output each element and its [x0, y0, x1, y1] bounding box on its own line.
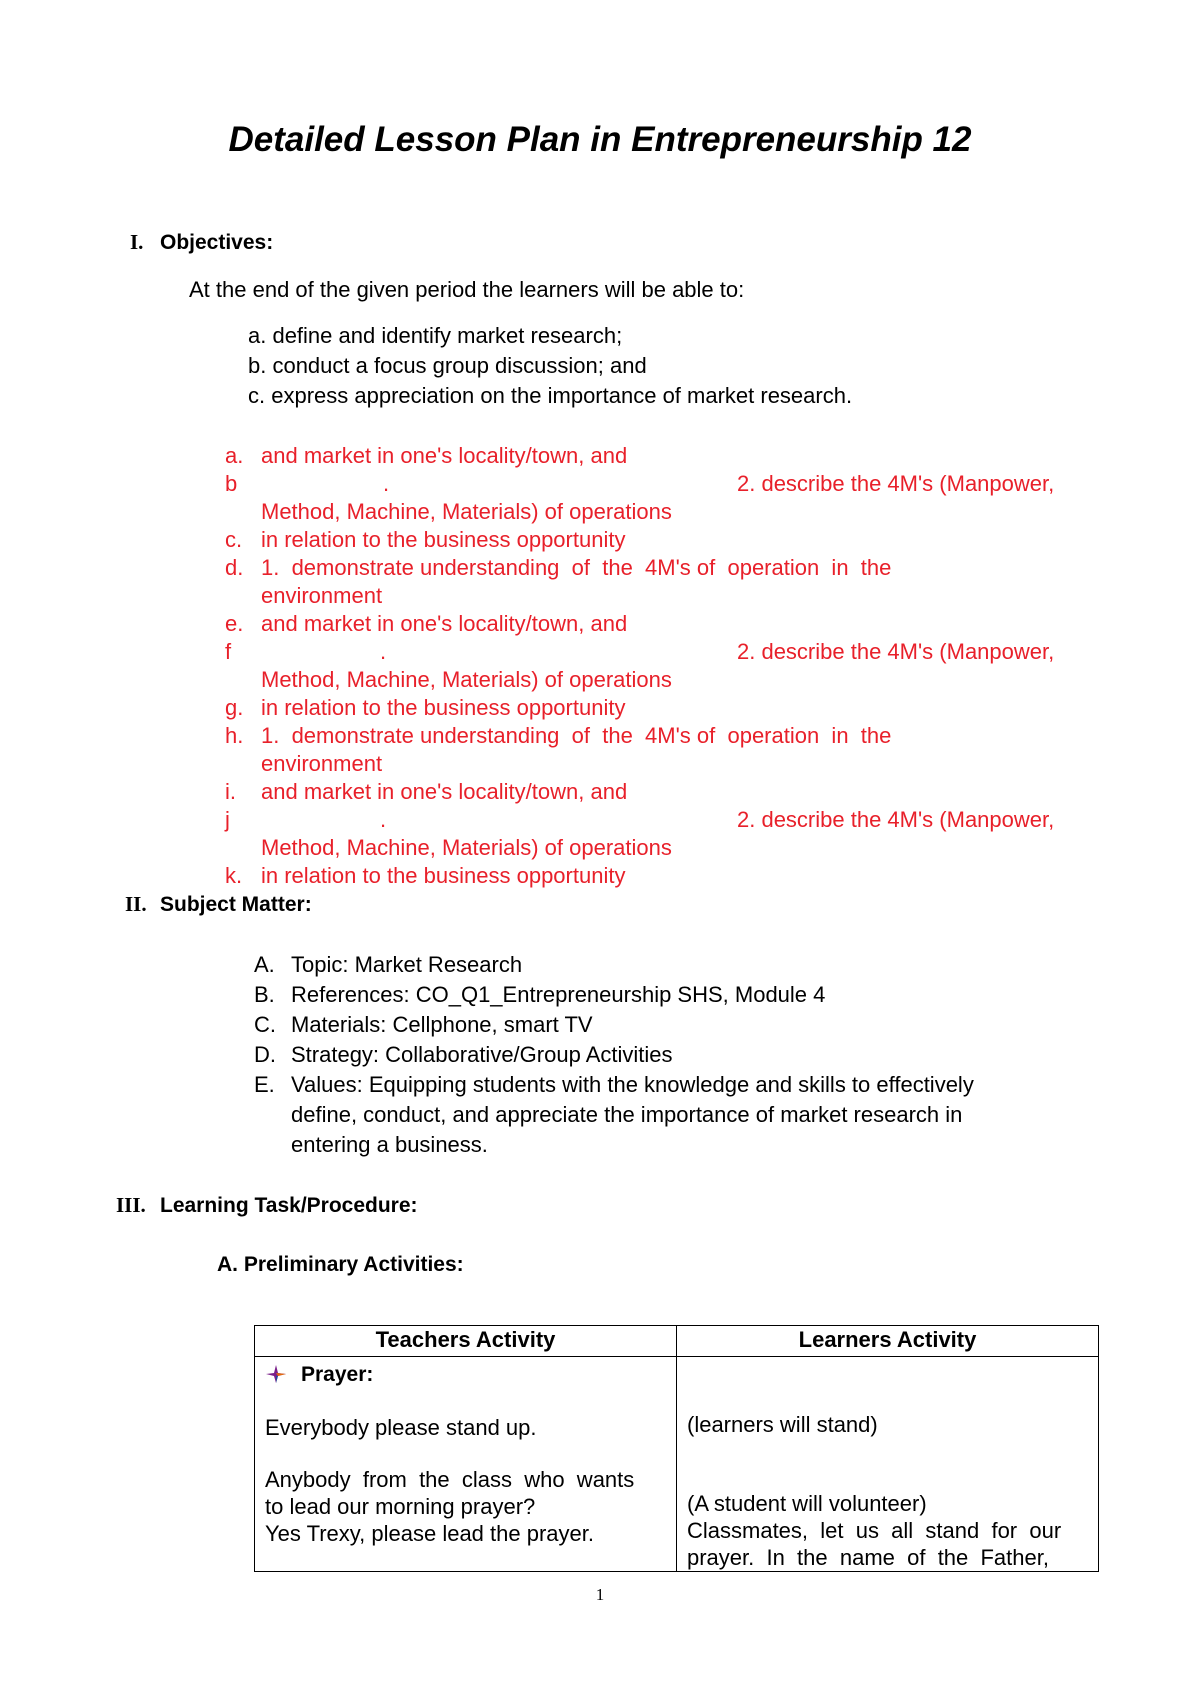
- subject-item-letter: A.: [254, 952, 275, 977]
- sub-heading-preliminary: A. Preliminary Activities:: [217, 1253, 464, 1276]
- learner-line: (A student will volunteer): [687, 1491, 927, 1516]
- subject-item-text: entering a business.: [291, 1132, 488, 1157]
- table-header-learners: Learners Activity: [677, 1326, 1099, 1357]
- learner-line: prayer. In the name of the Father,: [687, 1545, 1049, 1570]
- subject-item-text: define, conduct, and appreciate the importance of market research in: [291, 1102, 963, 1127]
- learner-line: Classmates, let us all stand for our: [687, 1518, 1062, 1543]
- subject-item-letter: C.: [254, 1012, 276, 1037]
- teacher-line: to lead our morning prayer?: [265, 1494, 536, 1519]
- section-numeral-objectives: I.: [130, 230, 144, 254]
- page-number: 1: [595, 1585, 605, 1604]
- table-header-teachers: Teachers Activity: [255, 1326, 677, 1357]
- subject-item-text: Topic: Market Research: [291, 952, 523, 977]
- section-numeral-subject-matter: II.: [125, 892, 147, 916]
- star-bullet-icon: [265, 1364, 287, 1384]
- activity-table: [254, 1325, 1099, 1572]
- teacher-line: Yes Trexy, please lead the prayer.: [265, 1521, 594, 1546]
- teacher-line: Anybody from the class who wants: [265, 1467, 635, 1492]
- subject-item-letter: D.: [254, 1042, 276, 1067]
- subject-item-letter: B.: [254, 982, 275, 1007]
- subject-item-text: Values: Equipping students with the knowledge and skills to effectively: [291, 1072, 974, 1097]
- prayer-heading: [265, 1361, 666, 1388]
- subject-item-text: References: CO_Q1_Entrepreneurship SHS, Module 4: [291, 982, 826, 1007]
- prayer-label: Prayer:: [301, 1363, 374, 1386]
- subject-item-text: Strategy: Collaborative/Group Activities: [291, 1042, 673, 1067]
- learner-line: (learners will stand): [687, 1412, 878, 1437]
- objective-item: c. express appreciation on the importance of market research.: [248, 383, 853, 408]
- objectives-intro: At the end of the given period the learners will be able to:: [189, 277, 745, 302]
- learner-activity-cell: [677, 1357, 1099, 1572]
- section-numeral-learning-task: III.: [116, 1193, 146, 1217]
- teacher-activity-cell: [255, 1357, 677, 1572]
- section-heading-objectives: Objectives:: [160, 231, 274, 254]
- subject-item-letter: E.: [254, 1072, 275, 1097]
- objective-item: a. define and identify market research;: [248, 323, 623, 348]
- page-title: Detailed Lesson Plan in Entrepreneurship 12: [228, 120, 972, 159]
- objective-item: b. conduct a focus group discussion; and: [248, 353, 647, 378]
- section-heading-learning-task: Learning Task/Procedure:: [160, 1194, 418, 1217]
- table-row: [255, 1357, 1099, 1572]
- teacher-line: Everybody please stand up.: [265, 1415, 537, 1440]
- section-heading-subject-matter: Subject Matter:: [160, 893, 312, 916]
- table-header-row: [255, 1326, 1099, 1357]
- red-objectives-list: a. and market in one's locality/town, and b . 2. describe the 4M's (Manpower, Method, Machine, Materials) of operations c. in relation to the business opportunity d. 1. demonstrate understanding of the 4M's of operation in the environment e. and market in one's locality/town, and f . 2. describe the 4M's (Manpower, Method, Machine, Materials) of operations g. in relation to the business opportunity h. 1. demonstrate understanding of the 4M's of operation in the environment i. and market in one's locality/town, and j . 2. describe the 4M's (Manpower, Method, Machine, Materials) of operations k. in relation to the business opportunity: [225, 443, 1055, 888]
- subject-item-text: Materials: Cellphone, smart TV: [291, 1012, 593, 1037]
